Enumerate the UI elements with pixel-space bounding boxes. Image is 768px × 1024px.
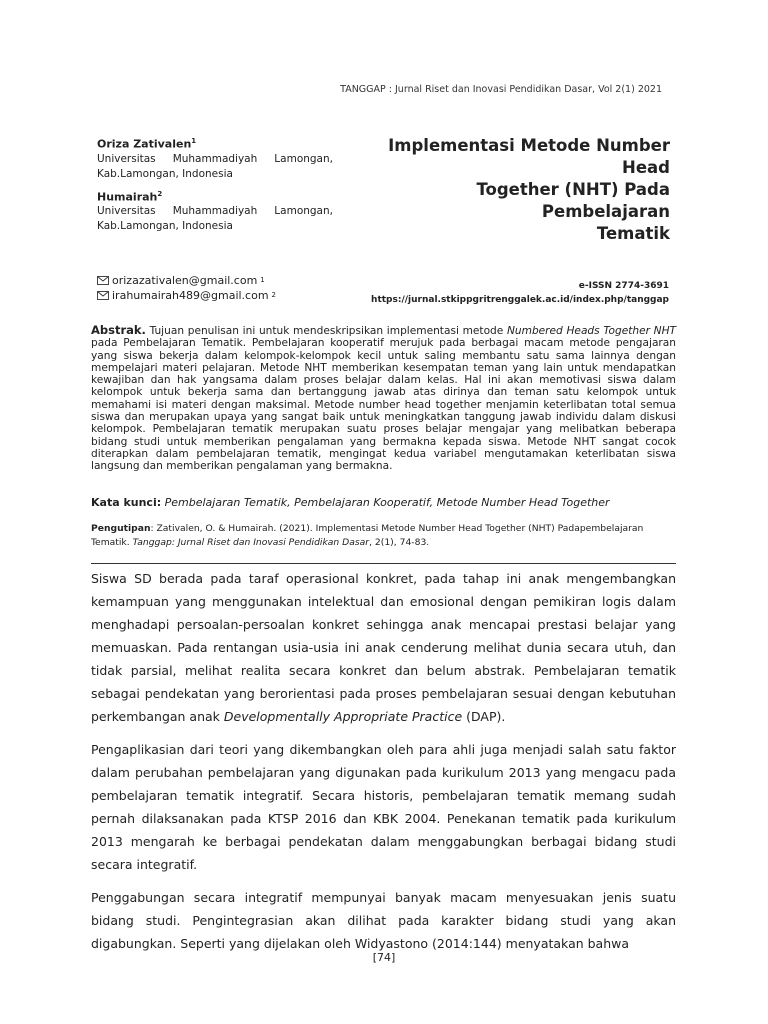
paragraph-1: Siswa SD berada pada taraf operasional konkret, pada tahap ini anak mengembangkan kemampuan yang menggunakan intelektual dan emosional dengan pemikiran logis dalam menghadapi persoalan-persoalan konkret sehingga anak mencapai prestasi belajar yang memuaskan. Pada rentangan usia-usia ini anak cenderung melihat dunia secara utuh, dan tidak parsial, melihat realita secara konkret dan belum abstrak. Pembelajaran tematik sebagai pendekatan yang berorientasi pada proses pembelajaran sesuai dengan kebutuhan perkembangan anak Developmentally Appropriate Practice (DAP). <box>91 571 676 724</box>
email-link-2[interactable]: irahumairah489@gmail.com <box>112 289 269 302</box>
paragraph-3: Penggabungan secara integratif mempunyai banyak macam menyesuakan jenis suatu bidang studi. Pengintegrasian akan dilihat pada karakter bidang studi yang akan digabungkan. Seperti yang dijelakan oleh Widyastono (2014:144) menyatakan bahwa <box>91 890 676 951</box>
envelope-icon <box>97 276 109 285</box>
author-emails <box>97 273 276 303</box>
keywords: Kata kunci: Pembelajaran Tematik, Pembelajaran Kooperatif, Metode Number Head Together <box>91 496 610 509</box>
section-divider <box>91 563 676 564</box>
page-number: [74] <box>372 951 396 964</box>
author-block <box>97 134 333 234</box>
citation: Pengutipan: Zativalen, O. & Humairah. (2021). Implementasi Metode Number Head Together (NHT) Padapembelajaran Tematik. Tanggap: Jurnal Riset dan Inovasi Pendidikan Dasar, 2(1), 74-83. <box>91 523 644 548</box>
envelope-icon <box>97 291 109 300</box>
email-row-1: orizazativalen@gmail.com 1 <box>97 273 276 288</box>
paragraph-2: Pengaplikasian dari teori yang dikembangkan oleh para ahli juga menjadi salah satu faktor dalam perubahan pembelajaran yang digunakan pada kurikulum 2013 yang mengacu pada pembelajaran tematik integratif. Secara historis, pembelajaran tematik memang sudah pernah dilaksanakan pada KTSP 2016 dan KBK 2004. Penekanan tematik pada kurikulum 2013 mengarah ke berbagai pendekatan dalam menggabungkan berbagai bidang studi secara integratif. <box>91 742 676 872</box>
author-affiliation-2: Universitas Muhammadiyah Lamongan, Kab.Lamongan, Indonesia <box>97 205 333 233</box>
abstract: Abstrak. Tujuan penulisan ini untuk mendeskripsikan implementasi metode Numbered Heads Together NHT pada Pembelajaran Tematik. Pembelajaran kooperatif merujuk pada berbagai macam metode pengajaran yang siswa bekerja dalam kelompok-kelompok kecil untuk saling membantu satu sama lainnya dengan mempelajari materi pelajaran. Metode NHT memberikan kesempatan teman yang lain untuk mendapatkan kewajiban dan hak yangsama dalam proses belajar dalam kelas. Hal ini akan memotivasi siswa dalam kelompok untuk bekerja sama dan bertanggung jawab atas dirinya dan teman satu kelompok untuk memahami isi materi dengan maksimal. Metode number head together menjamin keterlibatan total semua siswa dan merupakan upaya yang sangat baik untuk meningkatkan tanggung jawab individu dalam diskusi kelompok. Pembelajaran tematik merupakan suatu proses belajar mengajar yang melibatkan beberapa bidang studi untuk memberikan pengalaman yang bermakna kepada siswa. Metode NHT sangat cocok diterapkan dalam pembelajaran tematik, mengingat kedua variabel mengutamakan keterlibatan siswa langsung dan memberikan pengalaman yang bermakna. <box>91 323 677 473</box>
email-link-1[interactable]: orizazativalen@gmail.com <box>112 274 258 287</box>
author-name-1: Oriza Zativalen$^1$ <box>97 137 197 151</box>
paper-title: Implementasi Metode Number Head Together (NHT) Pada Pembelajaran Tematik <box>388 136 670 243</box>
author-affiliation-1: Universitas Muhammadiyah Lamongan, Kab.Lamongan, Indonesia <box>97 152 333 180</box>
email-row-2: irahumairah489@gmail.com 2 <box>97 288 276 303</box>
running-head: TANGGAP : Jurnal Riset dan Inovasi Pendidikan Dasar, Vol 2(1) 2021 <box>340 84 662 95</box>
journal-url[interactable]: https://jurnal.stkippgritrenggalek.ac.id/index.php/tanggap <box>371 295 669 305</box>
eissn: e-ISSN 2774-3691 <box>578 281 669 291</box>
author-name-2: Humairah$^2$ <box>97 189 163 204</box>
abstract-label: Abstrak. <box>91 323 146 337</box>
body-text <box>91 567 676 965</box>
journal-info <box>371 279 669 307</box>
